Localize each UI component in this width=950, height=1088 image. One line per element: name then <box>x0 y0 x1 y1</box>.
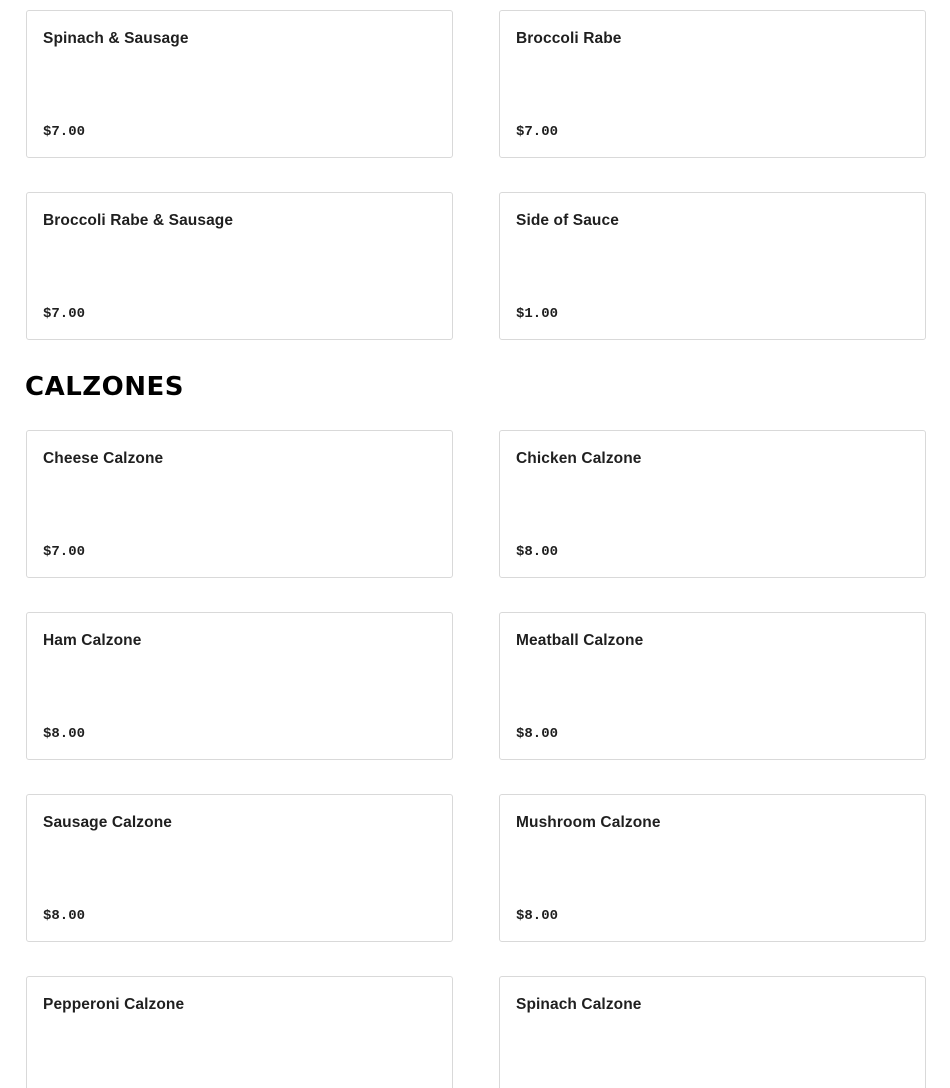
menu-item-card[interactable] <box>26 10 453 158</box>
menu-item-name: Meatball Calzone <box>516 632 644 649</box>
menu-item-name: Cheese Calzone <box>43 450 164 467</box>
menu-item-card[interactable] <box>499 192 926 340</box>
menu-item-card[interactable] <box>499 10 926 158</box>
menu-item-price: $8.00 <box>43 726 86 742</box>
menu-item-price: $8.00 <box>43 908 86 924</box>
menu-item-card[interactable] <box>499 794 926 942</box>
menu-item-name: Ham Calzone <box>43 632 142 649</box>
section-heading-calzones: CALZONES <box>25 372 184 402</box>
menu-item-card[interactable] <box>26 976 453 1088</box>
menu-item-card[interactable] <box>499 976 926 1088</box>
menu-item-price: $7.00 <box>516 124 559 140</box>
menu-item-name: Side of Sauce <box>516 212 619 229</box>
menu-item-price: $1.00 <box>516 306 559 322</box>
menu-item-name: Chicken Calzone <box>516 450 642 467</box>
menu-item-name: Spinach Calzone <box>516 996 642 1013</box>
menu-item-card[interactable] <box>499 430 926 578</box>
menu-item-price: $8.00 <box>516 908 559 924</box>
menu-item-price: $7.00 <box>43 124 86 140</box>
menu-item-name: Spinach & Sausage <box>43 30 189 47</box>
menu-item-name: Broccoli Rabe & Sausage <box>43 212 234 229</box>
menu-item-name: Broccoli Rabe <box>516 30 622 47</box>
menu-item-name: Mushroom Calzone <box>516 814 661 831</box>
menu-item-card[interactable] <box>26 430 453 578</box>
menu-item-price: $7.00 <box>43 306 86 322</box>
menu-item-card[interactable] <box>26 612 453 760</box>
menu-item-card[interactable] <box>26 794 453 942</box>
menu-item-card[interactable] <box>26 192 453 340</box>
menu-item-price: $8.00 <box>516 544 559 560</box>
menu-item-price: $8.00 <box>516 726 559 742</box>
menu-item-name: Sausage Calzone <box>43 814 172 831</box>
menu-item-name: Pepperoni Calzone <box>43 996 185 1013</box>
menu-item-card[interactable] <box>499 612 926 760</box>
menu-item-price: $7.00 <box>43 544 86 560</box>
